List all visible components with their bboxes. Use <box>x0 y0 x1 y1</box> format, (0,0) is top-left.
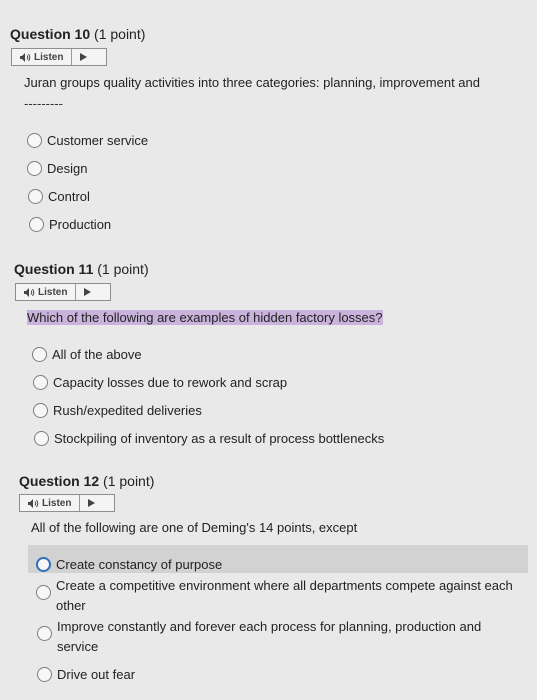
option-radio[interactable] <box>37 617 507 657</box>
speaker-icon <box>28 499 39 508</box>
option-label: Design <box>47 161 88 176</box>
radio-button[interactable] <box>27 133 42 148</box>
option-label: Rush/expedited deliveries <box>53 403 202 418</box>
speaker-icon <box>20 53 31 62</box>
radio-button[interactable] <box>34 431 49 446</box>
option-radio[interactable] <box>27 159 87 179</box>
option-radio[interactable] <box>28 187 90 207</box>
option-label: Drive out fear <box>57 667 136 682</box>
highlighted-text: Which of the following are examples of hidden factory losses? <box>27 310 383 325</box>
radio-button[interactable] <box>33 375 48 390</box>
radio-button[interactable] <box>28 189 43 204</box>
option-label: Create constancy of purpose <box>56 557 223 572</box>
radio-button[interactable] <box>36 585 51 600</box>
radio-button[interactable] <box>29 217 44 232</box>
radio-button[interactable] <box>36 557 51 572</box>
listen-label: Listen <box>38 286 68 298</box>
option-radio[interactable] <box>29 215 111 235</box>
option-radio[interactable] <box>37 665 135 685</box>
radio-button[interactable] <box>33 403 48 418</box>
question-prompt: All of the following are one of Deming's 14 points, except <box>31 520 358 535</box>
option-radio[interactable] <box>32 345 142 365</box>
listen-label: Listen <box>42 497 72 509</box>
option-label: Customer service <box>47 133 149 148</box>
question-10-title <box>10 26 145 42</box>
option-label: Production <box>49 217 112 232</box>
listen-button[interactable] <box>15 283 111 301</box>
option-label: Control <box>48 189 90 204</box>
answer-blank: --------- <box>24 96 63 111</box>
radio-button[interactable] <box>32 347 47 362</box>
radio-button[interactable] <box>37 667 52 682</box>
option-radio[interactable] <box>33 401 202 421</box>
option-label: All of the above <box>52 347 142 362</box>
question-points: (1 point) <box>103 473 155 489</box>
listen-button[interactable] <box>11 48 107 66</box>
option-radio[interactable] <box>36 576 526 616</box>
play-button[interactable] <box>80 495 102 511</box>
question-number: Question 10 <box>10 26 91 42</box>
option-radio[interactable] <box>36 555 222 575</box>
play-icon <box>80 53 87 61</box>
option-label: Capacity losses due to rework and scrap <box>53 375 288 390</box>
question-prompt: Juran groups quality activities into three categories: planning, improvement and <box>24 75 480 90</box>
option-radio[interactable] <box>33 373 287 393</box>
play-icon <box>84 288 91 296</box>
option-radio[interactable] <box>27 131 148 151</box>
question-12-title <box>19 473 154 489</box>
question-number: Question 11 <box>14 261 94 277</box>
option-radio[interactable] <box>34 429 384 449</box>
question-points: (1 point) <box>97 261 149 277</box>
radio-button[interactable] <box>27 161 42 176</box>
question-11-title <box>14 261 149 277</box>
listen-label: Listen <box>34 51 64 63</box>
radio-button[interactable] <box>37 626 52 641</box>
question-prompt <box>27 308 383 328</box>
play-button[interactable] <box>76 284 98 300</box>
play-icon <box>88 499 95 507</box>
option-label: Stockpiling of inventory as a result of process bottlenecks <box>54 431 385 446</box>
listen-button[interactable] <box>19 494 115 512</box>
question-points: (1 point) <box>94 26 146 42</box>
speaker-icon <box>24 288 35 297</box>
question-number: Question 12 <box>19 473 100 489</box>
option-label: Create a competitive environment where all departments compete against each other <box>56 578 513 613</box>
play-button[interactable] <box>72 49 94 65</box>
option-label: Improve constantly and forever each process for planning, production and service <box>57 619 482 654</box>
